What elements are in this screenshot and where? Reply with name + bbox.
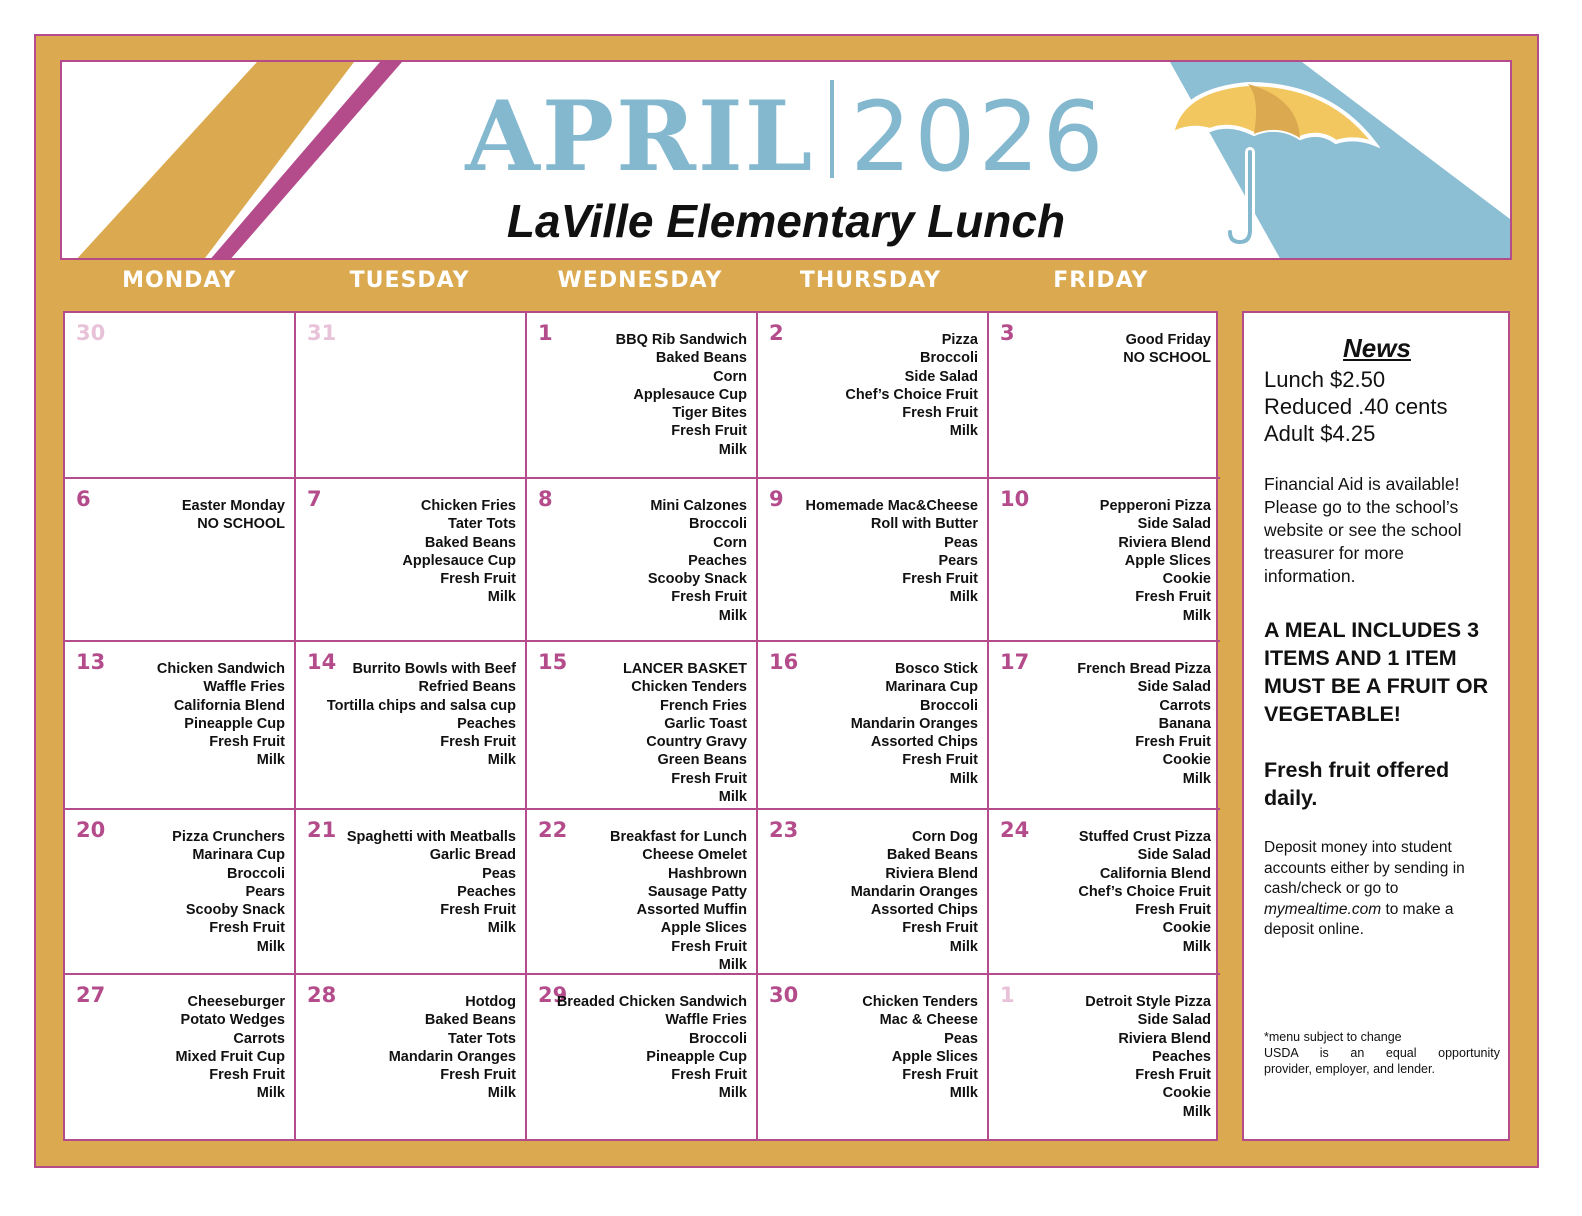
deposit-link[interactable]: mymealtime.com: [1264, 900, 1382, 918]
menu-item: Broccoli: [919, 350, 978, 367]
day-number: 14: [307, 650, 337, 674]
menu-item: Pepperoni Pizza: [1099, 498, 1211, 514]
day-number: 23: [769, 818, 799, 842]
menu-item: Breaded Chicken Sandwich: [556, 994, 747, 1010]
day-number: 30: [769, 983, 799, 1007]
menu-item: Chicken Tenders: [862, 994, 978, 1010]
menu-item: Scooby Snack: [647, 571, 747, 588]
menu-item: Cookie: [1162, 1085, 1211, 1102]
menu-item: Fresh Fruit: [1135, 734, 1211, 751]
menu-item: Corn: [713, 368, 747, 385]
deposit-note: [1264, 838, 1490, 941]
menu-item: Side Salad: [1137, 679, 1211, 696]
menu-item: Marinara Cup: [192, 847, 285, 864]
menu-item: Apple Slices: [891, 1048, 978, 1065]
menu-item: Milk: [256, 1085, 285, 1102]
deposit-text-pre: Deposit money into student accounts either by sending in cash/check or go to: [1264, 839, 1465, 897]
menu-list: [175, 993, 285, 1103]
menu-item: Roll with Butter: [870, 516, 978, 533]
day-cell: [989, 642, 1220, 810]
day-cell: [296, 642, 527, 810]
menu-item: Milk: [487, 589, 516, 606]
day-number: 31: [307, 321, 337, 345]
menu-item: Milk: [487, 1085, 516, 1102]
umbrella-icon: [1170, 82, 1380, 252]
menu-item: Milk: [949, 423, 978, 440]
menu-item: Waffle Fries: [203, 679, 285, 696]
menu-item: Fresh Fruit: [902, 920, 978, 937]
fine-print-usda: USDA is an equal opportunity: [1264, 1046, 1500, 1060]
menu-item: Tortilla chips and salsa cup: [326, 697, 516, 714]
menu-list: [845, 331, 978, 441]
menu-item: Scooby Snack: [185, 902, 285, 919]
menu-item: Side Salad: [1137, 516, 1211, 533]
day-number: 20: [76, 818, 106, 842]
menu-item: Apple Slices: [660, 920, 747, 937]
menu-item: Fresh Fruit: [671, 589, 747, 606]
menu-item: Milk: [718, 607, 747, 624]
day-number: 10: [1000, 487, 1030, 511]
menu-item: Tater Tots: [448, 516, 516, 533]
day-header-monday: MONDAY: [122, 268, 237, 293]
menu-item: Side Salad: [1137, 847, 1211, 864]
menu-item: Garlic Toast: [664, 715, 747, 732]
menu-item: Milk: [1182, 770, 1211, 787]
day-number: 6: [76, 487, 91, 511]
fine-print: [1264, 1029, 1500, 1077]
menu-item: Milk: [487, 752, 516, 769]
menu-list: [1085, 993, 1211, 1121]
menu-item: LANCER BASKET: [622, 661, 747, 677]
menu-item: California Blend: [173, 697, 285, 714]
menu-item: Riviera Blend: [1118, 534, 1211, 551]
menu-list: [1123, 331, 1211, 368]
menu-item: Mandarin Oranges: [850, 883, 978, 900]
menu-item: Milk: [718, 789, 747, 806]
day-number: 9: [769, 487, 784, 511]
menu-item: Milk: [1182, 607, 1211, 624]
day-cell: [758, 810, 989, 975]
menu-item: Hotdog: [465, 994, 516, 1010]
menu-item: Hashbrown: [668, 865, 747, 882]
menu-item: Potato Wedges: [180, 1012, 285, 1029]
menu-item: Applesauce Cup: [402, 552, 516, 569]
menu-item: Peas: [944, 1030, 978, 1047]
menu-item: Corn: [713, 534, 747, 551]
menu-item: Baked Beans: [886, 847, 978, 864]
menu-item: Assorted Chips: [870, 902, 978, 919]
menu-item: Fresh Fruit: [902, 1067, 978, 1084]
day-number: 2: [769, 321, 784, 345]
day-number: 21: [307, 818, 337, 842]
calendar-grid: [63, 311, 1218, 1141]
day-cell: [989, 313, 1220, 479]
day-cell: [758, 313, 989, 479]
title-year: 2026: [850, 81, 1107, 193]
menu-item: Fresh Fruit: [440, 734, 516, 751]
financial-aid-note: Financial Aid is available! Please go to the school’s website or see the school treasurer for more information.: [1264, 474, 1462, 586]
menu-list: [1078, 828, 1211, 956]
menu-item: Fresh Fruit: [902, 752, 978, 769]
menu-list: [557, 993, 747, 1103]
day-number: 15: [538, 650, 568, 674]
day-number: 17: [1000, 650, 1030, 674]
menu-list: [806, 497, 978, 607]
menu-item: Sausage Patty: [647, 883, 747, 900]
menu-item: Bosco Stick: [895, 661, 978, 677]
menu-item: Fresh Fruit: [440, 1067, 516, 1084]
day-cell: [989, 479, 1220, 642]
menu-item: Milk: [949, 770, 978, 787]
menu-item: BBQ Rib Sandwich: [615, 332, 747, 348]
day-number: 29: [538, 983, 568, 1007]
menu-item: Chicken Tenders: [631, 679, 747, 696]
menu-list: [623, 660, 747, 806]
menu-item: Waffle Fries: [665, 1012, 747, 1029]
menu-item: Breakfast for Lunch: [610, 829, 747, 845]
menu-item: Baked Beans: [424, 534, 516, 551]
day-cell: [296, 479, 527, 642]
menu-item: Mandarin Oranges: [850, 715, 978, 732]
menu-item: Fresh Fruit: [671, 1067, 747, 1084]
menu-item: Broccoli: [688, 516, 747, 533]
menu-item: Banana: [1158, 715, 1211, 732]
day-cell: [65, 479, 296, 642]
menu-item: Pizza Crunchers: [172, 829, 285, 845]
menu-item: Homemade Mac&Cheese: [805, 498, 978, 514]
menu-list: [182, 497, 285, 534]
day-header-wednesday: WEDNESDAY: [557, 268, 723, 293]
menu-item: Milk: [718, 1085, 747, 1102]
day-number: 1: [1000, 983, 1015, 1007]
menu-item: Detroit Style Pizza: [1085, 994, 1211, 1010]
menu-item: Peaches: [457, 715, 516, 732]
day-number: 30: [76, 321, 106, 345]
menu-item: Spaghetti with Meatballs: [346, 829, 516, 845]
menu-item: Cookie: [1162, 752, 1211, 769]
menu-item: Country Gravy: [646, 734, 747, 751]
menu-item: Cheese Omelet: [642, 847, 747, 864]
menu-item: Carrots: [1159, 697, 1211, 714]
day-cell: [65, 642, 296, 810]
menu-item: Tiger Bites: [672, 405, 747, 422]
menu-item: Broccoli: [226, 865, 285, 882]
day-header-tuesday: TUESDAY: [349, 268, 470, 293]
menu-list: [616, 331, 747, 459]
news-title: News: [1343, 333, 1411, 363]
menu-item: Fresh Fruit: [1135, 902, 1211, 919]
price-reduced: Reduced .40 cents: [1264, 394, 1448, 419]
menu-item: Pizza: [941, 332, 978, 348]
day-cell: [527, 479, 758, 642]
news-panel: [1242, 311, 1510, 1141]
menu-item: Fresh Fruit: [209, 734, 285, 751]
fine-print-change: *menu subject to change: [1264, 1030, 1402, 1044]
menu-item: NO SCHOOL: [1123, 350, 1211, 367]
day-number: 27: [76, 983, 106, 1007]
deposit-text-post: to make a deposit online.: [1264, 900, 1454, 938]
menu-list: [157, 660, 285, 770]
day-cell: [296, 975, 527, 1141]
menu-item: Refried Beans: [418, 679, 516, 696]
menu-item: Cheeseburger: [187, 994, 285, 1010]
day-cell: [527, 313, 758, 479]
menu-list: [1077, 660, 1211, 788]
menu-item: Side Salad: [1137, 1012, 1211, 1029]
day-cell: [527, 810, 758, 975]
menu-item: Fresh Fruit: [902, 571, 978, 588]
menu-item: Mini Calzones: [650, 498, 747, 514]
menu-item: Apple Slices: [1124, 552, 1211, 569]
menu-item: Mixed Fruit Cup: [175, 1048, 285, 1065]
day-cell: [527, 642, 758, 810]
menu-item: Pears: [938, 552, 978, 569]
menu-item: Fresh Fruit: [671, 770, 747, 787]
menu-item: Milk: [487, 920, 516, 937]
menu-list: [1100, 497, 1211, 625]
menu-item: Pears: [245, 883, 285, 900]
menu-item: Assorted Muffin: [636, 902, 747, 919]
day-cell: [989, 975, 1220, 1141]
menu-item: Riviera Blend: [1118, 1030, 1211, 1047]
title-month: APRIL: [465, 80, 815, 193]
price-adult: Adult $4.25: [1264, 421, 1376, 446]
menu-item: Milk: [718, 957, 747, 974]
menu-item: Good Friday: [1125, 332, 1211, 348]
day-number: 7: [307, 487, 322, 511]
menu-item: Baked Beans: [424, 1012, 516, 1029]
day-cell: [65, 313, 296, 479]
menu-item: Peaches: [688, 552, 747, 569]
menu-item: Milk: [949, 589, 978, 606]
menu-item: Peaches: [457, 883, 516, 900]
day-number: 28: [307, 983, 337, 1007]
menu-item: Corn Dog: [911, 829, 978, 845]
menu-list: [851, 828, 978, 956]
menu-item: Fresh Fruit: [440, 571, 516, 588]
menu-item: Riviera Blend: [885, 865, 978, 882]
menu-item: Mac & Cheese: [879, 1012, 978, 1029]
day-number: 24: [1000, 818, 1030, 842]
menu-item: Fresh Fruit: [209, 920, 285, 937]
day-cell: [527, 975, 758, 1141]
menu-item: Chef’s Choice Fruit: [845, 386, 978, 403]
menu-item: Milk: [256, 752, 285, 769]
menu-item: Milk: [718, 441, 747, 458]
day-cell: [65, 975, 296, 1141]
menu-item: Fresh Fruit: [1135, 589, 1211, 606]
menu-list: [851, 660, 978, 788]
menu-item: Stuffed Crust Pizza: [1078, 829, 1211, 845]
menu-item: Milk: [1182, 1103, 1211, 1120]
menu-item: Marinara Cup: [885, 679, 978, 696]
menu-item: Peaches: [1152, 1048, 1211, 1065]
menu-item: Mandarin Oranges: [388, 1048, 516, 1065]
menu-list: [648, 497, 747, 625]
fresh-fruit-note: Fresh fruit offered daily.: [1264, 758, 1450, 810]
day-cell: [65, 810, 296, 975]
menu-item: Chef’s Choice Fruit: [1078, 883, 1211, 900]
menu-item: Easter Monday: [181, 498, 285, 514]
menu-list: [402, 497, 516, 607]
menu-item: Tater Tots: [448, 1030, 516, 1047]
menu-item: Chicken Sandwich: [156, 661, 285, 677]
menu-item: Cookie: [1162, 920, 1211, 937]
day-number: 22: [538, 818, 568, 842]
menu-item: NO SCHOOL: [197, 516, 285, 533]
fine-print-provider: provider, employer, and lender.: [1264, 1062, 1435, 1076]
menu-item: Milk: [256, 938, 285, 955]
menu-item: Milk: [1182, 938, 1211, 955]
day-number: 3: [1000, 321, 1015, 345]
menu-item: Baked Beans: [655, 350, 747, 367]
menu-item: Cookie: [1162, 571, 1211, 588]
menu-item: Burrito Bowls with Beef: [352, 661, 516, 677]
menu-item: French Fries: [659, 697, 747, 714]
day-cell: [758, 642, 989, 810]
day-header-friday: FRIDAY: [1053, 268, 1149, 293]
day-cell: [758, 479, 989, 642]
menu-item: Fresh Fruit: [1135, 1067, 1211, 1084]
menu-item: French Bread Pizza: [1077, 661, 1211, 677]
day-header-thursday: THURSDAY: [799, 268, 942, 293]
day-cell: [758, 975, 989, 1141]
menu-list: [862, 993, 978, 1103]
day-number: 13: [76, 650, 106, 674]
menu-item: Peas: [944, 534, 978, 551]
menu-item: Fresh Fruit: [209, 1067, 285, 1084]
day-number: 1: [538, 321, 553, 345]
menu-list: [610, 828, 747, 974]
menu-item: MIlk: [949, 1085, 978, 1102]
menu-list: [327, 660, 516, 770]
menu-item: Broccoli: [688, 1030, 747, 1047]
day-cell: [296, 313, 527, 479]
menu-list: [172, 828, 285, 956]
menu-item: Chicken Fries: [420, 498, 516, 514]
menu-item: Fresh Fruit: [671, 423, 747, 440]
menu-item: Pineapple Cup: [184, 715, 285, 732]
menu-item: Peas: [482, 865, 516, 882]
price-lunch: Lunch $2.50: [1264, 367, 1386, 392]
menu-item: Pineapple Cup: [646, 1048, 747, 1065]
menu-item: Green Beans: [657, 752, 747, 769]
menu-item: Broccoli: [919, 697, 978, 714]
day-number: 8: [538, 487, 553, 511]
menu-item: Side Salad: [904, 368, 978, 385]
day-cell: [989, 810, 1220, 975]
menu-item: Applesauce Cup: [633, 386, 747, 403]
menu-item: Garlic Bread: [429, 847, 516, 864]
menu-list: [347, 828, 516, 938]
meal-rule: A MEAL INCLUDES 3 ITEMS AND 1 ITEM MUST BE A FRUIT OR VEGETABLE!: [1264, 618, 1489, 726]
menu-item: Fresh Fruit: [902, 405, 978, 422]
day-number: 16: [769, 650, 799, 674]
menu-item: Carrots: [233, 1030, 285, 1047]
subtitle: LaVille Elementary Lunch: [506, 195, 1066, 247]
weekday-headers: [64, 268, 1216, 304]
menu-item: Fresh Fruit: [440, 902, 516, 919]
menu-list: [389, 993, 516, 1103]
menu-item: California Blend: [1099, 865, 1211, 882]
day-cell: [296, 810, 527, 975]
menu-item: Fresh Fruit: [671, 938, 747, 955]
title-separator: [830, 80, 834, 178]
menu-item: Assorted Chips: [870, 734, 978, 751]
menu-item: Milk: [949, 938, 978, 955]
